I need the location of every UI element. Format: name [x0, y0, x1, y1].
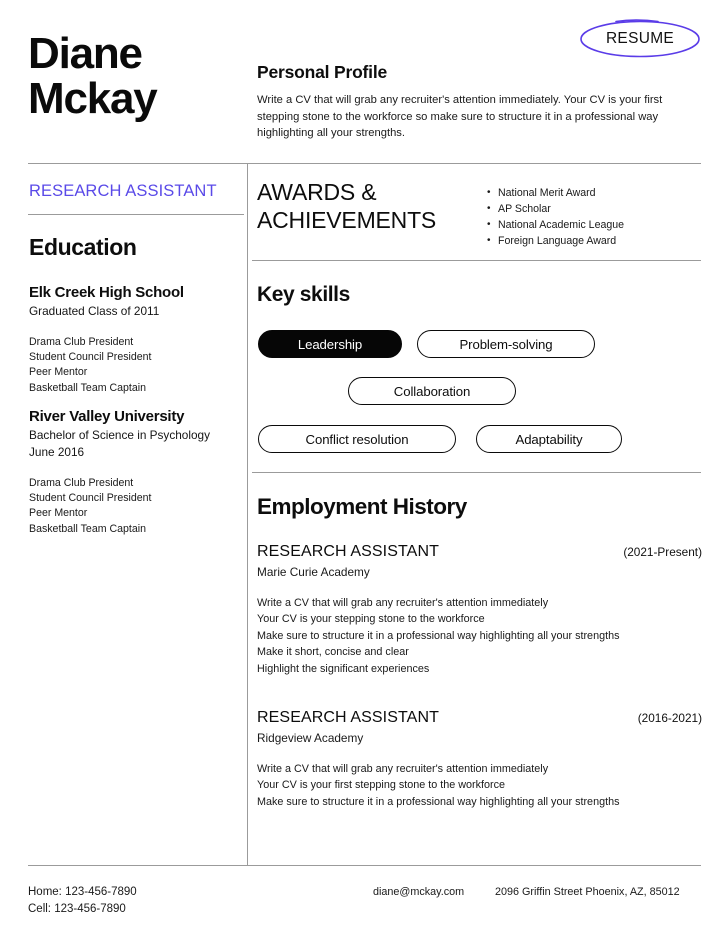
- footer-home-phone: Home: 123-456-7890: [28, 886, 137, 898]
- education-entry: [29, 408, 239, 537]
- skill-pill-problem-solving[interactable]: Problem-solving: [417, 330, 595, 358]
- candidate-name: [28, 29, 243, 123]
- divider-header: [28, 163, 701, 164]
- resume-badge: [578, 18, 702, 60]
- key-skills-heading: Key skills: [257, 283, 350, 306]
- footer-phone-block: [28, 884, 137, 919]
- education-school-name: Elk Creek High School: [29, 284, 184, 301]
- awards-heading-line-2: ACHIEVEMENTS: [257, 207, 437, 234]
- personal-profile-section: [257, 62, 702, 142]
- first-name: Diane: [28, 29, 142, 78]
- activity-item: Basketball Team Captain: [29, 381, 146, 394]
- resume-badge-label: RESUME: [605, 30, 675, 47]
- divider-columns: [247, 163, 248, 865]
- personal-profile-heading: Personal Profile: [257, 62, 388, 82]
- activity-item: Peer Mentor: [29, 366, 88, 379]
- employment-entry: [257, 709, 702, 810]
- employment-date-range: (2016-2021): [637, 711, 702, 725]
- awards-heading: [257, 178, 477, 234]
- skill-pill-conflict-resolution[interactable]: Conflict resolution: [258, 425, 456, 453]
- employment-role: RESEARCH ASSISTANT: [257, 543, 439, 560]
- education-activities: [29, 476, 239, 537]
- last-name: Mckay: [28, 73, 157, 123]
- footer-cell-phone: Cell: 123-456-7890: [28, 903, 126, 916]
- award-item: • AP Scholar: [487, 201, 702, 217]
- employment-bullets: [257, 595, 702, 677]
- award-item: • Foreign Language Award: [487, 233, 702, 249]
- awards-heading-line-1: AWARDS &: [257, 179, 377, 205]
- skill-pill-leadership[interactable]: Leadership: [258, 330, 402, 358]
- employment-organization: Ridgeview Academy: [257, 731, 364, 745]
- employment-date-range: (2021-Present): [623, 545, 702, 559]
- employment-bullet: Make sure to structure it in a professional way highlighting all your strengths: [257, 795, 620, 808]
- activity-item: Drama Club President: [29, 335, 134, 348]
- awards-list: [487, 185, 702, 249]
- divider-role: [28, 214, 244, 215]
- footer-address: 2096 Griffin Street Phoenix, AZ, 85012: [495, 886, 680, 898]
- activity-item: Student Council President: [29, 351, 152, 364]
- employment-bullet: Make it short, concise and clear: [257, 646, 409, 659]
- education-entry: [29, 284, 239, 396]
- activity-item: Drama Club President: [29, 476, 134, 489]
- education-detail: Graduated Class of 2011: [29, 304, 160, 318]
- employment-entry: [257, 543, 702, 677]
- education-heading: Education: [29, 234, 137, 260]
- candidate-role-label: RESEARCH ASSISTANT: [29, 182, 217, 200]
- employment-organization: Marie Curie Academy: [257, 565, 370, 579]
- activity-item: Peer Mentor: [29, 507, 88, 520]
- education-detail: June 2016: [29, 444, 85, 459]
- divider-awards-skills: [252, 260, 701, 261]
- education-activities: [29, 335, 239, 396]
- employment-role: RESEARCH ASSISTANT: [257, 709, 439, 726]
- employment-bullet: Write a CV that will grab any recruiter's attention immediately: [257, 763, 549, 775]
- employment-entry-header: [257, 543, 702, 562]
- employment-bullet: Make sure to structure it in a professional way highlighting all your strengths: [257, 629, 620, 642]
- activity-item: Student Council President: [29, 491, 152, 504]
- skill-pill-collaboration[interactable]: Collaboration: [348, 377, 516, 405]
- award-item: • National Academic League: [487, 217, 702, 233]
- employment-history-heading: Employment History: [257, 494, 467, 519]
- employment-bullets: [257, 761, 702, 810]
- award-item: • National Merit Award: [487, 185, 702, 201]
- employment-bullet: Write a CV that will grab any recruiter's attention immediately: [257, 597, 549, 609]
- employment-bullet: Highlight the significant experiences: [257, 662, 430, 675]
- personal-profile-text: Write a CV that will grab any recruiter's attention immediately. Your CV is your first stepping stone to the workforce so make sure to structure it in a professional way highlighting all your strengths.: [257, 94, 663, 140]
- employment-bullet: Your CV is your first stepping stone to the workforce: [257, 779, 506, 792]
- activity-item: Basketball Team Captain: [29, 522, 146, 535]
- footer-email[interactable]: diane@mckay.com: [373, 886, 465, 898]
- skill-pill-adaptability[interactable]: Adaptability: [476, 425, 622, 453]
- education-school-name: River Valley University: [29, 408, 185, 425]
- education-detail: Bachelor of Science in Psychology: [29, 428, 210, 442]
- employment-bullet: Your CV is your stepping stone to the workforce: [257, 613, 485, 626]
- employment-entry-header: [257, 709, 702, 728]
- divider-skills-employment: [252, 472, 701, 473]
- divider-footer: [28, 865, 701, 866]
